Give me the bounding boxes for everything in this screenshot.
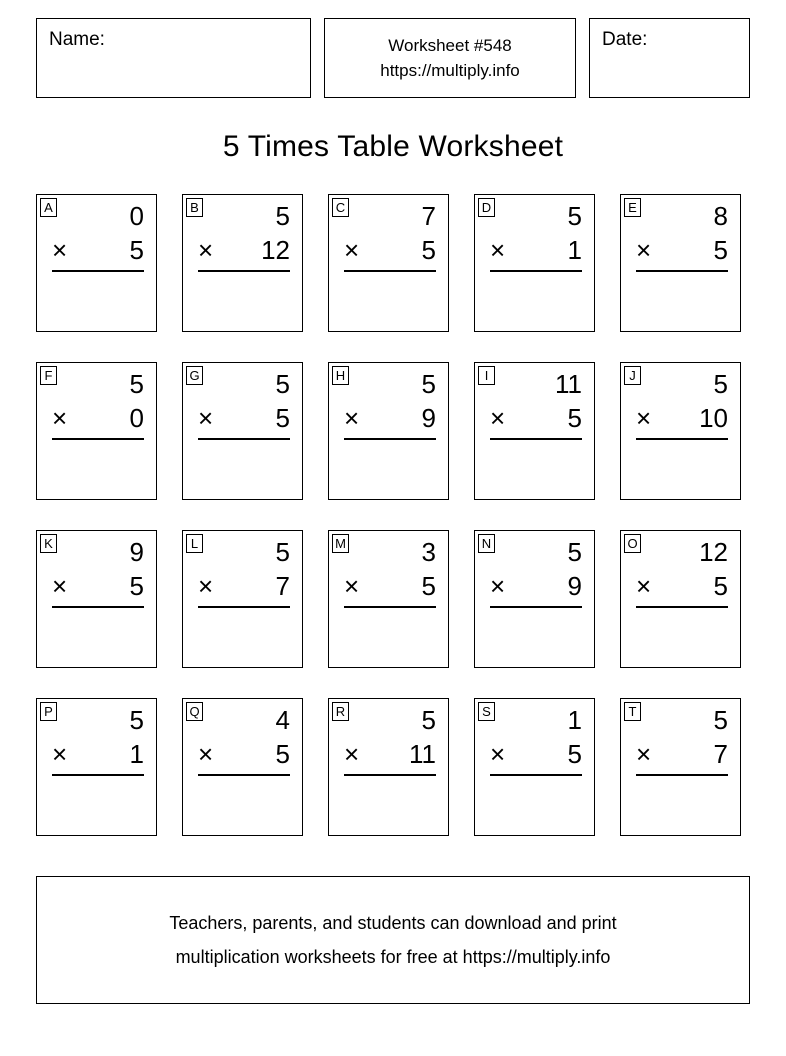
problem-tag: C [332,198,349,217]
times-operator: × [198,235,214,265]
problem-numbers [344,535,436,608]
multiplier-line [490,401,582,435]
problem-numbers [490,535,582,608]
problem-numbers [198,367,290,440]
answer-rule [490,270,582,272]
problem-item[interactable] [620,698,741,836]
worksheet-id: Worksheet #548 [388,35,512,55]
problem-item[interactable] [328,530,449,668]
problem-tag: N [478,534,495,553]
site-url: https://multiply.info [380,61,520,80]
answer-rule [52,270,144,272]
problem-item[interactable] [474,530,595,668]
times-operator: × [344,403,360,433]
times-operator: × [52,403,68,433]
date-field[interactable] [589,18,750,98]
multiplicand: 11 [555,369,582,399]
problem-numbers [344,703,436,776]
multiplier: 9 [421,403,436,433]
times-operator: × [636,403,652,433]
multiplier-line [636,569,728,603]
problem-numbers [636,535,728,608]
answer-rule [344,438,436,440]
problem-item[interactable] [474,194,595,332]
problem-numbers [198,199,290,272]
multiplicand: 0 [129,201,144,231]
multiplier-line [344,233,436,267]
multiplier-line [52,569,144,603]
problem-numbers [490,367,582,440]
footer-line-2: multiplication worksheets for free at https://multiply.info [175,947,611,967]
problem-tag: P [40,702,57,721]
problem-item[interactable] [36,362,157,500]
problem-item[interactable] [182,194,303,332]
multiplicand: 4 [275,705,290,735]
multiplier: 5 [275,739,290,769]
times-operator: × [52,571,68,601]
multiplier: 1 [129,739,144,769]
name-field[interactable] [36,18,311,98]
footer-note [36,876,750,1004]
multiplicand: 9 [129,537,144,567]
times-operator: × [636,235,652,265]
times-operator: × [636,571,652,601]
problem-item[interactable] [36,194,157,332]
multiplier: 12 [261,235,290,265]
answer-rule [52,438,144,440]
problem-tag: Q [186,702,203,721]
problem-item[interactable] [474,362,595,500]
problem-numbers [52,367,144,440]
problem-item[interactable] [620,362,741,500]
times-operator: × [52,235,68,265]
name-label: Name: [49,29,105,50]
answer-rule [198,774,290,776]
multiplicand: 5 [275,201,290,231]
problem-tag: F [40,366,57,385]
problem-tag: I [478,366,495,385]
answer-rule [52,606,144,608]
problem-item[interactable] [182,698,303,836]
problem-item[interactable] [328,698,449,836]
problem-tag: H [332,366,349,385]
times-operator: × [490,403,506,433]
times-operator: × [344,571,360,601]
problem-tag: J [624,366,641,385]
problem-numbers [636,703,728,776]
problem-item[interactable] [474,698,595,836]
multiplier: 5 [713,235,728,265]
multiplier: 5 [275,403,290,433]
multiplier-line [52,737,144,771]
multiplier-line [344,737,436,771]
answer-rule [198,270,290,272]
multiplicand: 8 [713,201,728,231]
answer-rule [344,774,436,776]
multiplier-line [490,569,582,603]
worksheet-info-box [324,18,576,98]
answer-rule [636,438,728,440]
multiplicand: 12 [699,537,728,567]
times-operator: × [198,403,214,433]
answer-rule [636,270,728,272]
problem-tag: R [332,702,349,721]
problem-item[interactable] [328,194,449,332]
multiplier-line [636,737,728,771]
problem-item[interactable] [620,194,741,332]
times-operator: × [344,739,360,769]
problem-item[interactable] [620,530,741,668]
multiplier: 5 [567,403,582,433]
problem-tag: T [624,702,641,721]
page-title: 5 Times Table Worksheet [222,130,564,163]
problem-numbers [636,367,728,440]
problem-tag: S [478,702,495,721]
problem-tag: G [186,366,203,385]
problem-tag: E [624,198,641,217]
multiplicand: 7 [421,201,436,231]
multiplier: 10 [699,403,728,433]
answer-rule [636,774,728,776]
problem-item[interactable] [328,362,449,500]
multiplier-line [198,569,290,603]
multiplier-line [636,233,728,267]
multiplier-line [198,737,290,771]
multiplier: 5 [421,235,436,265]
multiplier-line [344,401,436,435]
problem-item[interactable] [36,530,157,668]
problem-numbers [52,703,144,776]
multiplier-line [490,737,582,771]
multiplicand: 5 [713,369,728,399]
problem-numbers [198,703,290,776]
multiplier-line [198,233,290,267]
multiplicand: 5 [713,705,728,735]
multiplicand: 1 [567,705,582,735]
multiplicand: 5 [567,201,582,231]
multiplier: 5 [129,571,144,601]
problem-tag: M [332,534,349,553]
problem-grid [36,194,750,836]
times-operator: × [198,739,214,769]
problem-numbers [490,703,582,776]
multiplicand: 5 [421,369,436,399]
multiplier: 5 [421,571,436,601]
answer-rule [490,438,582,440]
problem-tag: L [186,534,203,553]
multiplier: 7 [275,571,290,601]
problem-numbers [344,199,436,272]
multiplier-line [198,401,290,435]
answer-rule [198,606,290,608]
multiplier: 5 [567,739,582,769]
multiplicand: 3 [421,537,436,567]
times-operator: × [198,571,214,601]
multiplier: 5 [713,571,728,601]
multiplier: 1 [567,235,582,265]
answer-rule [490,774,582,776]
problem-tag: K [40,534,57,553]
multiplier: 11 [409,739,436,769]
multiplier: 5 [129,235,144,265]
problem-tag: A [40,198,57,217]
header [36,18,750,98]
multiplier-line [490,233,582,267]
problem-numbers [198,535,290,608]
answer-rule [344,270,436,272]
multiplier-line [52,233,144,267]
multiplier-line [344,569,436,603]
footer-line-1: Teachers, parents, and students can download and print [169,912,617,933]
times-operator: × [344,235,360,265]
times-operator: × [636,739,652,769]
problem-numbers [636,199,728,272]
multiplicand: 5 [567,537,582,567]
multiplicand: 5 [275,537,290,567]
answer-rule [52,774,144,776]
answer-rule [490,606,582,608]
problem-tag: B [186,198,203,217]
problem-numbers [490,199,582,272]
problem-numbers [344,367,436,440]
times-operator: × [490,235,506,265]
problem-tag: O [624,534,641,553]
problem-item[interactable] [36,698,157,836]
multiplier: 7 [713,739,728,769]
problem-item[interactable] [182,530,303,668]
answer-rule [636,606,728,608]
multiplicand: 5 [129,369,144,399]
problem-item[interactable] [182,362,303,500]
multiplier: 0 [129,403,144,433]
problem-numbers [52,535,144,608]
times-operator: × [490,739,506,769]
answer-rule [344,606,436,608]
times-operator: × [490,571,506,601]
times-operator: × [52,739,68,769]
problem-tag: D [478,198,495,217]
multiplier-line [636,401,728,435]
answer-rule [198,438,290,440]
multiplicand: 5 [129,705,144,735]
multiplicand: 5 [275,369,290,399]
date-label: Date: [602,29,648,50]
multiplier: 9 [567,571,582,601]
problem-numbers [52,199,144,272]
multiplicand: 5 [421,705,436,735]
multiplier-line [52,401,144,435]
